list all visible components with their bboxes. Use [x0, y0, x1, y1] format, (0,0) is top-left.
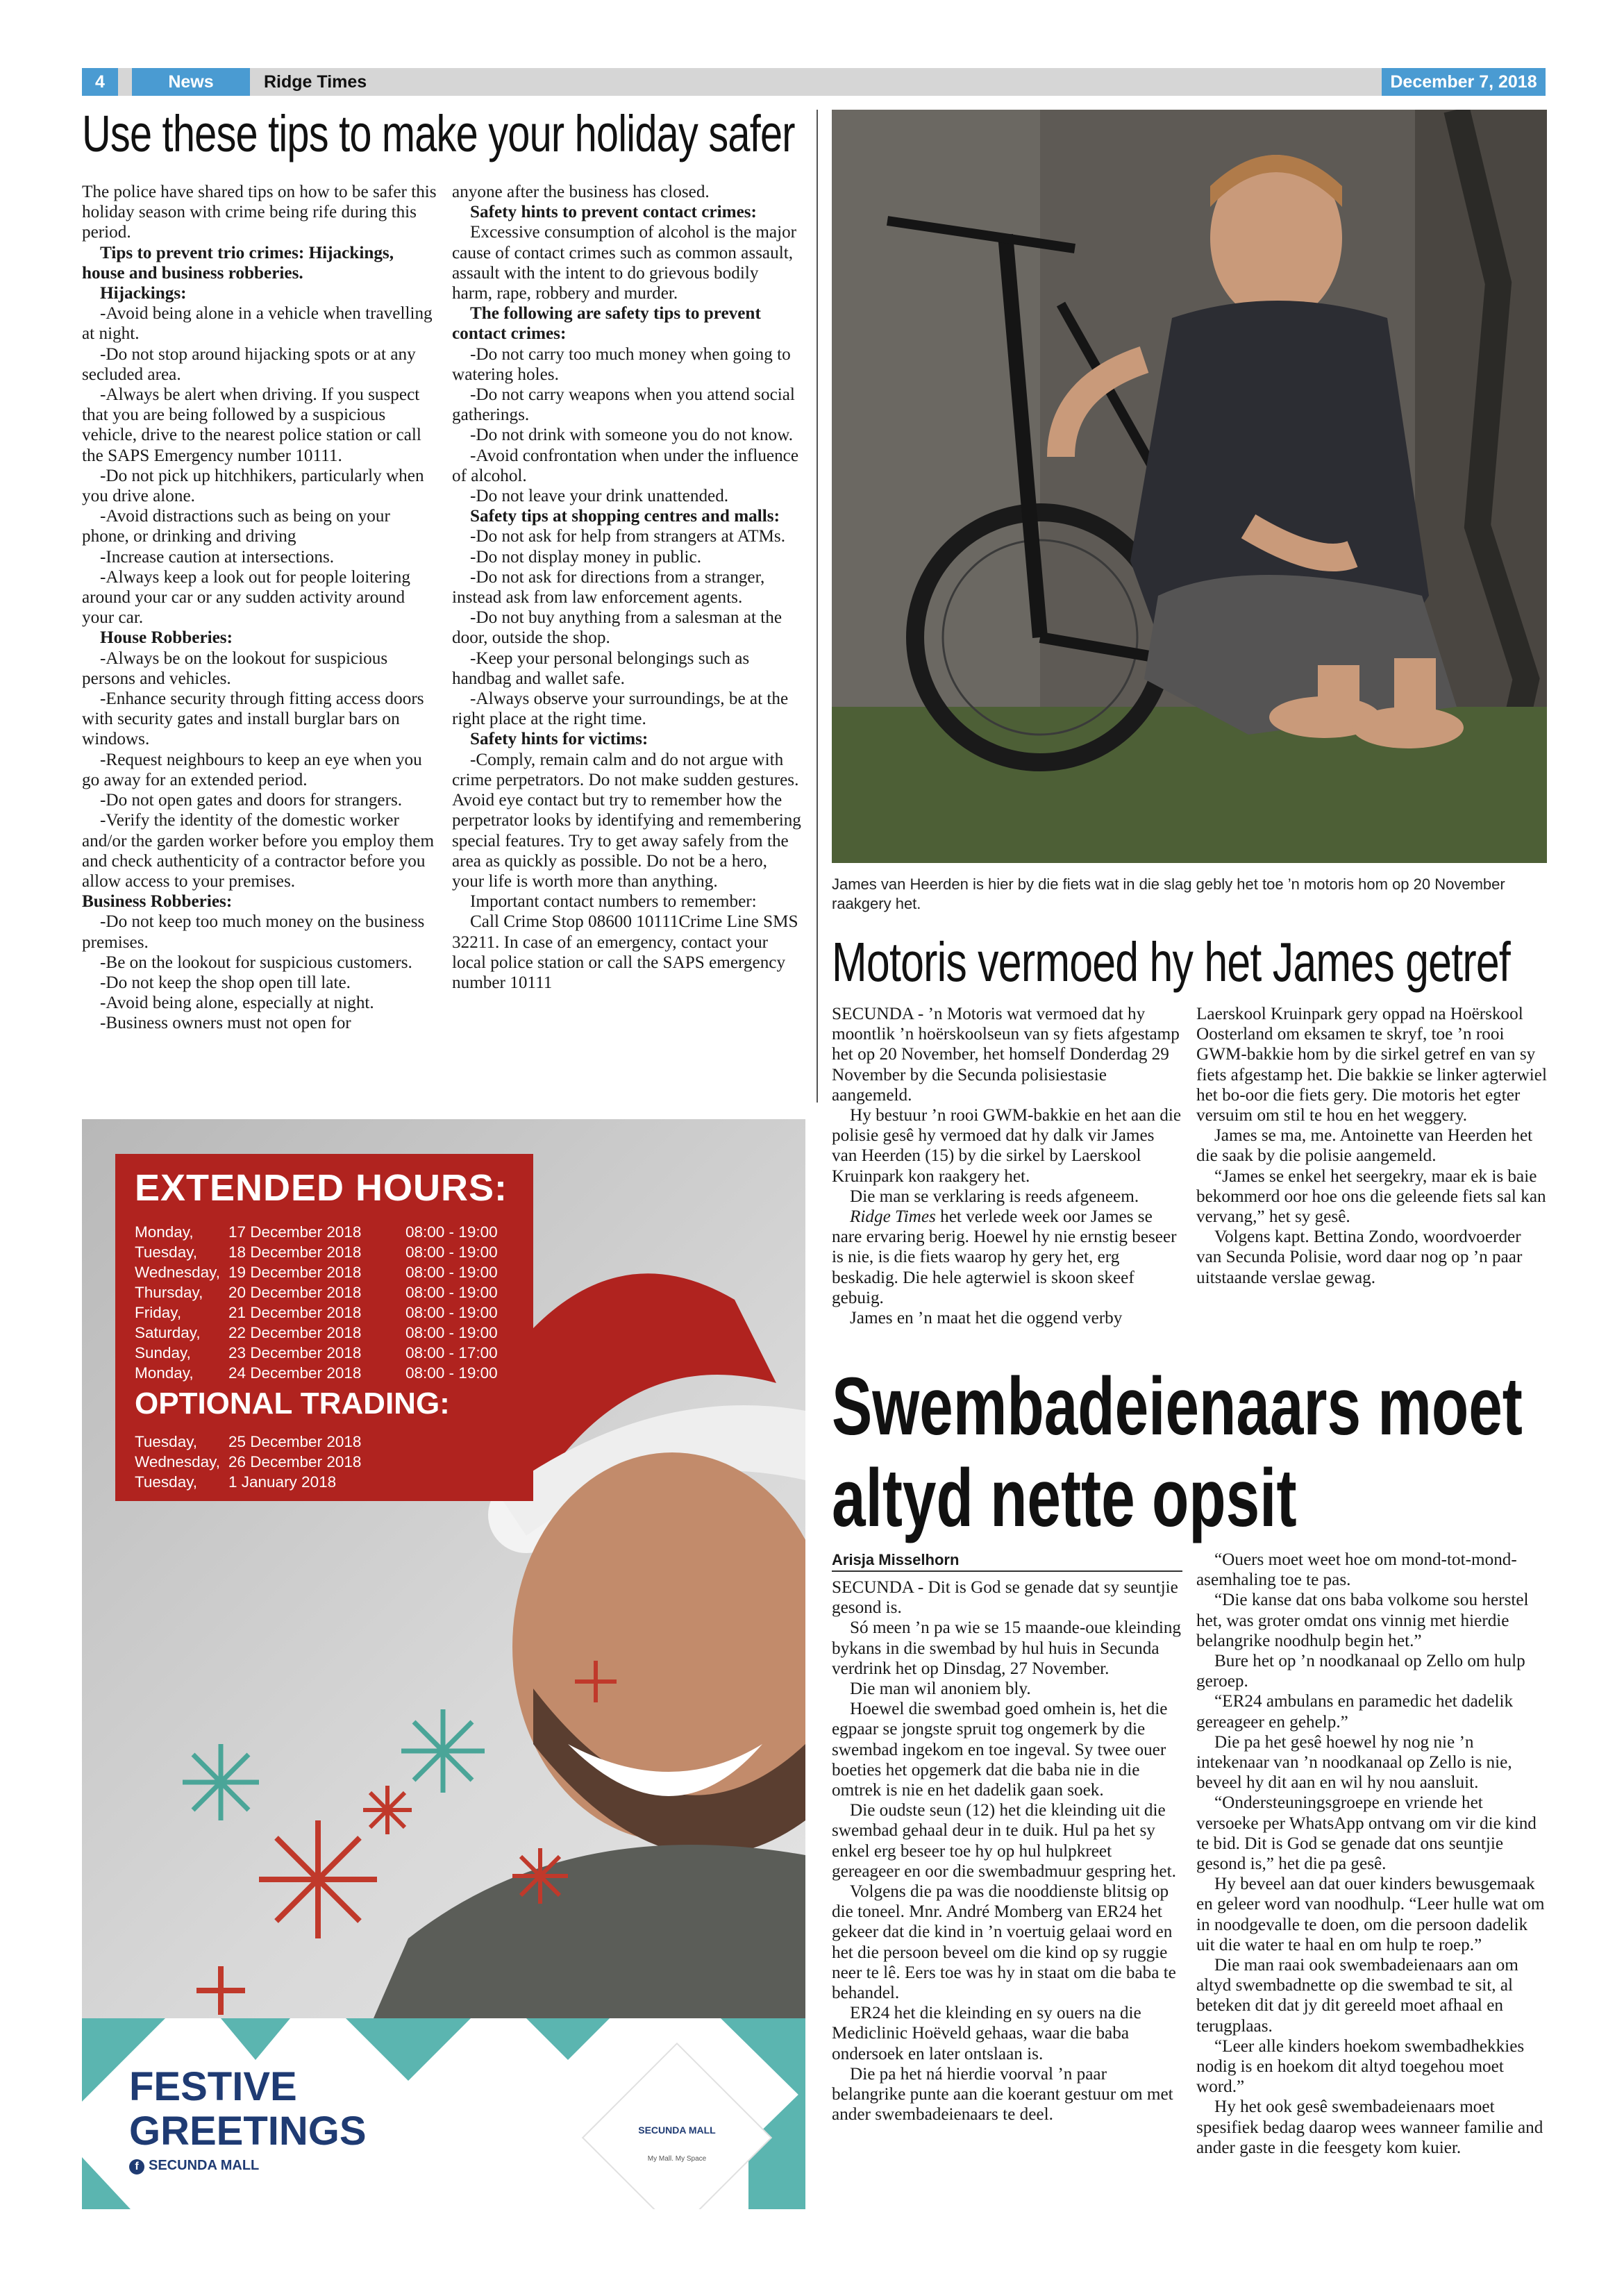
paragraph: Die pa het ná hierdie voorval ’n paar belangrike punte aan die koerant gestuur om met ander swembadeienaars te deel. — [832, 2064, 1173, 2125]
snowflake-icon — [196, 1820, 377, 2015]
hours-panel: EXTENDED HOURS: Monday, 17 December 2018 08:00 - 19:00 Tuesday, 18 December 2018 08:00 - 19:00 Wednesday, 19 December 2018 08:00 - 19:00 Thursday, 20 December 2018 08:00 - 19:00 Friday, 21 December 2018 08:00 - 19:00 Saturday, 22 December 2018 08:00 - 19:00 Sunday, 23 December 2018 08:00 - 17:00 Monday, 24 December 2018 08:00 - 19:00 OPTIONAL TRADING: Tuesday, 25 December 2018 Wednesday, 26 December 2018 Tuesday, 1 January 2018 — [115, 1154, 533, 1501]
paragraph: -Do not ask for help from strangers at ATMs. — [470, 527, 785, 546]
article1-column-2 — [452, 182, 803, 993]
paragraph: -Do not keep too much money on the business premises. — [82, 912, 425, 952]
snowflake-icon — [183, 1709, 485, 1820]
paragraph: “Ouers moet weet hoe om mond-tot-mond-asemhaling toe te pas. — [1196, 1550, 1517, 1590]
paragraph: ER24 het die kleinding en sy ouers na die Mediclinic Hoëveld gehaas, waar die baba ondersoek en later ontslaan is. — [832, 2004, 1141, 2063]
paragraph: Tips to prevent trio crimes: Hijackings, house and business robberies. — [82, 243, 394, 283]
greeting-title: FESTIVE GREETINGS — [129, 2064, 367, 2154]
facebook-handle: f SECUNDA MALL — [129, 2158, 259, 2175]
paragraph: -Business owners must not open for — [100, 1014, 351, 1033]
article2-column-2 — [1196, 1004, 1547, 1288]
photo-caption: James van Heerden is hier by die fiets wat in die slag gebly het toe ’n motoris hom op 20 November raakgery het. — [832, 875, 1505, 912]
paragraph: -Avoid being alone, especially at night. — [100, 994, 374, 1013]
paragraph: Call Crime Stop 08600 10111Crime Line SMS 32211. In case of an emergency, contact your local police station or call the SAPS emergency number 10111 — [452, 912, 798, 992]
paragraph: SECUNDA - Dit is God se genade dat sy seuntjie gesond is. — [832, 1578, 1178, 1618]
paragraph: Hy beveel aan dat ouer kinders bewusgemaak en geleer word van noodhulp. “Leer hulle wat om in noodgevalle te doen, om die persoon dadelik uit die water te haal en om hulp te roep.” — [1196, 1875, 1545, 1954]
paragraph: Excessive consumption of alcohol is the major cause of contact crimes such as common assault, assault with the intent to do grievous bodily harm, rape, robbery and murder. — [452, 223, 797, 303]
mall-logo-tagline: My Mall. My Space — [647, 2155, 707, 2163]
paragraph: Hy bestuur ’n rooi GWM-bakkie en het aan die polisie gesê hy vermoed dat hy dalk vir James van Heerden (15) by die sirkel by Laerskool Kruinpark kon raakgery het. — [832, 1106, 1182, 1186]
paragraph: The following are safety tips to prevent contact crimes: — [452, 304, 761, 344]
paragraph: Die oudste seun (12) het die kleinding uit die swembad gehaal deur in te duik. Hul pa het sy enkel erg beseer toe hy op hul hulpkreet gereageer en oor die swembadmuur gespring het. — [832, 1801, 1176, 1881]
article3-column-2 — [1196, 1550, 1547, 2158]
paragraph: -Avoid confrontation when under the influence of alcohol. — [452, 446, 799, 485]
paragraph: Business Robberies: — [82, 892, 233, 912]
paragraph: Safety hints to prevent contact crimes: — [470, 203, 757, 222]
paragraph: -Always keep a look out for people loitering around your car or any sudden activity around your car. — [82, 567, 410, 628]
byline-rule — [832, 1570, 1182, 1572]
paragraph: Safety tips at shopping centres and malls: — [470, 507, 780, 526]
extended-hours-title: EXTENDED HOURS: — [135, 1167, 508, 1209]
paragraph: Hijackings: — [100, 284, 187, 303]
article3-byline: Arisja Misselhorn — [832, 1551, 960, 1568]
paragraph: -Do not leave your drink unattended. — [470, 487, 729, 506]
issue-date: December 7, 2018 — [1382, 68, 1546, 96]
section-label: News — [132, 68, 250, 96]
paragraph: -Always be alert when driving. If you suspect that you are being followed by a suspicious vehicle, drive to the nearest police station or call the SAPS Emergency number 10111. — [82, 385, 421, 465]
paragraph: “ER24 ambulans en paramedic het dadelik gereageer en gehelp.” — [1196, 1692, 1514, 1732]
paragraph: Hy het ook gesê swembadeienaars moet spesifiek bedag daarop wees wanneer familie and ander gaste in die feesgety kom kuier. — [1196, 2097, 1543, 2157]
paragraph: -Do not carry too much money when going to watering holes. — [452, 344, 791, 384]
paragraph: Volgens die pa was die nooddienste blitsig op die toneel. Mnr. André Momberg van ER24 het gekeer dat die kind in ’n voertuig gelaai word en het die persoon beveel om die kind op sy ruggie neer te lê. Eers toe was hy in staat om die baba te behandel. — [832, 1882, 1176, 2003]
paragraph: Die pa het gesê hoewel hy nog nie ’n intekenaar van ’n noodkanaal op Zello is nie, beveel hy dit aan en wil hy nou aansluit. — [1196, 1732, 1512, 1793]
paragraph: House Robberies: — [100, 628, 233, 648]
article3-headline: Swembadeienaars moet altyd nette opsit — [832, 1361, 1523, 1544]
paragraph: “Leer alle kinders hoekom swembadhekkies nodig is en hoekom dit altyd toegehou moet word.” — [1196, 2036, 1525, 2097]
paragraph: SECUNDA - ’n Motoris wat vermoed dat hy moontlik ’n hoërskoolseun van sy fiets afgestamp het op 20 November, het homself Donderdag 29 November by die Secunda polisiestasie aangemeld. — [832, 1005, 1180, 1105]
paragraph: Die man raai ook swembadeienaars aan om altyd swembadnette op die swembad te sit, al beteken dit dat jy dit gereeld moet afhaal en terugplaas. — [1196, 1956, 1518, 2036]
paragraph: Safety hints for victims: — [470, 730, 648, 749]
paragraph: Important contact numbers to remember: — [470, 892, 757, 912]
mall-logo-name: SECUNDA MALL — [638, 2125, 716, 2136]
optional-trading-title: OPTIONAL TRADING: — [135, 1386, 450, 1421]
paragraph: “James se enkel het seergekry, maar ek is baie bekommerd oor hoe ons die geleende fiets sal kan vervang,” het sy gesê. — [1196, 1166, 1546, 1227]
article2-headline: Motoris vermoed hy het James getref — [832, 931, 1511, 993]
boy-with-bicycle-image — [832, 110, 1547, 863]
column-divider — [817, 110, 818, 1103]
secunda-mall-advert — [82, 1119, 805, 2209]
paragraph: “Ondersteuningsgroepe en vriende het versoeke per WhatsApp ontvang om vir die kind te bid. Dit is God se genade dat ons seuntjie gesond is,” het die pa gesê. — [1196, 1793, 1537, 1874]
paragraph: -Do not drink with someone you do not know. — [470, 426, 793, 445]
paragraph: -Avoid distractions such as being on your phone, or drinking and driving — [82, 507, 390, 546]
paragraph: Die man se verklaring is reeds afgeneem. — [850, 1187, 1139, 1206]
paragraph: -Do not open gates and doors for strangers. — [100, 791, 403, 810]
paragraph: Ridge Times het verlede week oor James se nare ervaring berig. Hoewel hy nie ernstig beseer is nie, is die fiets waarop hy gery het, erg beskadig. Die hele agterwiel is skoon skeef gebuig. — [832, 1207, 1177, 1307]
paragraph: Die man wil anoniem bly. — [850, 1679, 1031, 1699]
paragraph: -Do not buy anything from a salesman at the door, outside the shop. — [452, 608, 782, 648]
article2-column-1 — [832, 1004, 1182, 1328]
facebook-icon: f — [129, 2159, 144, 2175]
paragraph: James se ma, me. Antoinette van Heerden het die saak by die polisie aangemeld. — [1196, 1126, 1533, 1166]
paragraph: The police have shared tips on how to be safer this holiday season with crime being rife during this period. — [82, 183, 437, 242]
paragraph: James en ’n maat het die oggend verby — [850, 1309, 1123, 1328]
paragraph: Volgens kapt. Bettina Zondo, woordvoerder van Secunda Polisie, word daar nog op ’n paar uitstaande verslae gewag. — [1196, 1227, 1523, 1287]
paragraph: -Always be on the lookout for suspicious persons and vehicles. — [82, 648, 388, 688]
paragraph: “Die kanse dat ons baba volkome sou herstel het, was groter omdat ons vinnig met hierdie belangrike noodhulp begin het.” — [1196, 1591, 1529, 1650]
paragraph: -Keep your personal belongings such as handbag and wallet safe. — [452, 648, 750, 688]
news-photo — [832, 110, 1547, 863]
article3-column-1 — [832, 1577, 1182, 2125]
page-number: 4 — [82, 68, 118, 96]
paper-name: Ridge Times — [264, 72, 367, 92]
paragraph: Só meen ’n pa wie se 15 maande-oue kleinding bykans in die swembad by hul huis in Secunda verdrink het op Dinsdag, 27 November. — [832, 1618, 1182, 1678]
paragraph: anyone after the business has closed. — [452, 183, 710, 201]
paragraph: -Comply, remain calm and do not argue with crime perpetrators. Do not make sudden gestures. Avoid eye contact but try to remember how the perpetrator looks by identifying and remembering special features. Try to get away safely from the area as quickly as possible. Do not be a hero, your life is worth more than anything. — [452, 750, 801, 891]
paragraph: -Request neighbours to keep an eye when you go away for an extended period. — [82, 750, 422, 789]
article1-headline: Use these tips to make your holiday safer — [82, 105, 795, 162]
paragraph: -Verify the identity of the domestic worker and/or the garden worker before you employ them and check authenticity of a contractor before you allow access to your premises. — [82, 811, 435, 891]
paragraph: -Increase caution at intersections. — [100, 547, 335, 567]
paragraph: -Do not display money in public. — [470, 547, 701, 567]
paragraph: -Do not ask for directions from a stranger, instead ask from law enforcement agents. — [452, 567, 765, 607]
paragraph: -Enhance security through fitting access doors with security gates and install burglar bars on windows. — [82, 689, 424, 749]
paragraph: -Do not stop around hijacking spots or at any secluded area. — [82, 344, 416, 384]
paragraph: -Be on the lookout for suspicious customers. — [100, 953, 412, 972]
paragraph: -Do not pick up hitchhikers, particularly when you drive alone. — [82, 466, 424, 506]
paragraph: -Avoid being alone in a vehicle when travelling at night. — [82, 304, 433, 344]
paragraph: -Do not carry weapons when you attend social gatherings. — [452, 385, 795, 425]
paragraph: -Do not keep the shop open till late. — [100, 973, 351, 992]
paragraph: Hoewel die swembad goed omhein is, het die egpaar se jongste spruit tog ongemerk by die swembad ingekom en toe ingeval. Sy twee ouer boeties het opgemerk dat die baba nie in die omtrek is nie en het dadelik gaan soek. — [832, 1700, 1168, 1800]
article1-column-1 — [82, 182, 440, 1034]
paragraph: -Always observe your surroundings, be at the right place at the right time. — [452, 689, 789, 729]
paragraph: Laerskool Kruinpark gery oppad na Hoërskool Oosterland om eksamen te skryf, toe ’n rooi GWM-bakkie hom by die sirkel getref en van sy fiets afgestamp het. Die bakkie se linker agterwiel het bo-oor die fiets gery. Die motoris het egter versuim om stil te hou en het weggery. — [1196, 1005, 1547, 1125]
paragraph: Bure het op ’n noodkanaal op Zello om hulp geroep. — [1196, 1652, 1525, 1691]
